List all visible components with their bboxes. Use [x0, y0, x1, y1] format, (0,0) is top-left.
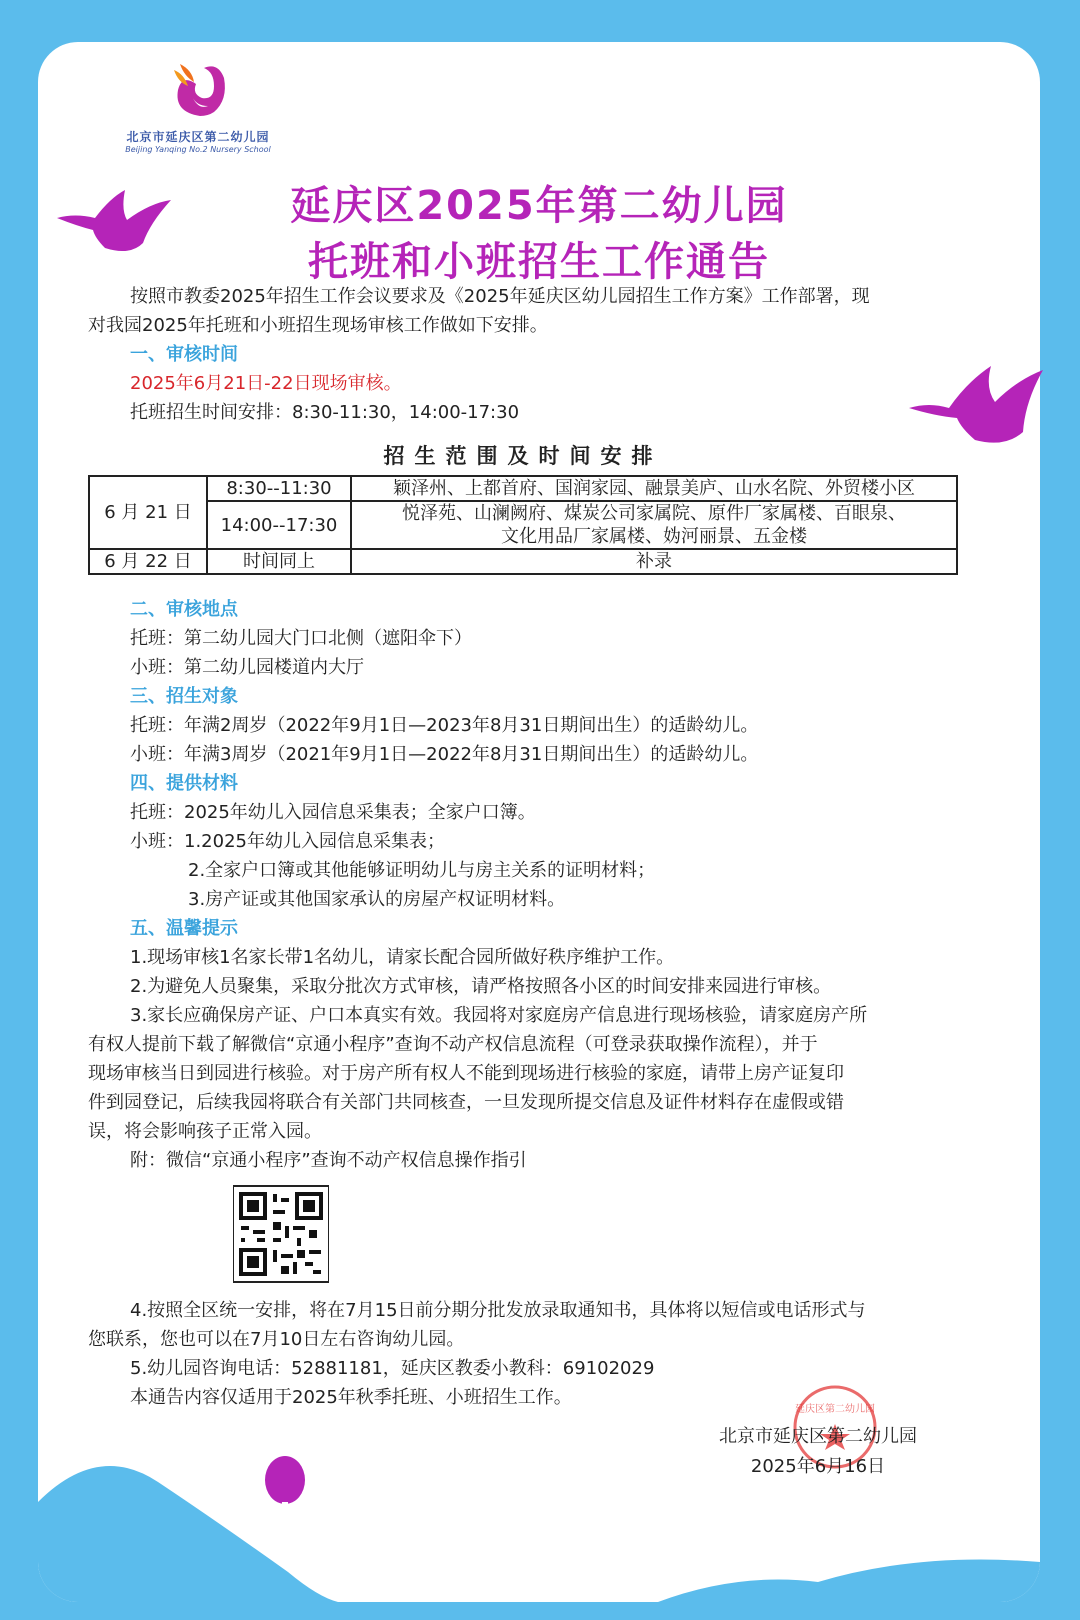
table-row	[89, 501, 957, 549]
target-nursery: 托班：年满2周岁（2022年9月1日—2023年8月31日期间出生）的适龄幼儿。	[130, 715, 759, 736]
right-bird-icon	[905, 362, 1045, 452]
day2-time-cell: 时间同上	[207, 549, 351, 574]
notice-card	[38, 42, 1040, 1602]
tip3-line1: 3.家长应确保房产证、户口本真实有效。我园将对家庭房产信息进行现场核验，请家庭房产所	[130, 1005, 868, 1026]
tip3-line3: 现场审核当日到园进行核验。对于房产所有权人不能到现场进行核验的家庭，请带上房产证复印	[88, 1063, 844, 1084]
logo-school-name-en: Beijing Yanqing No.2 Nursery School	[125, 145, 271, 154]
notice-body	[88, 282, 958, 1412]
table-row	[89, 476, 957, 501]
section2-heading: 二、审核地点	[130, 599, 238, 620]
section5-heading: 五、温馨提示	[130, 918, 238, 939]
tip4-line2: 您联系，您也可以在7月10日左右咨询幼儿园。	[88, 1329, 465, 1350]
review-date: 2025年6月21日-22日现场审核。	[130, 373, 402, 394]
day2-areas-cell: 补录	[351, 549, 957, 574]
slot2-areas-line1: 悦泽苑、山澜阙府、煤炭公司家属院、原件厂家属楼、百眼泉、	[402, 503, 906, 524]
tip3-line4: 件到园登记，后续我园将联合有关部门共同核查，一旦发现所提交信息及证件材料存在虚假或错	[88, 1092, 844, 1113]
school-logo	[108, 60, 288, 154]
tip1: 1.现场审核1名家长带1名幼儿，请家长配合园所做好秩序维护工作。	[130, 947, 675, 968]
tree-icon	[260, 1452, 310, 1542]
section3-heading: 三、招生对象	[130, 686, 238, 707]
signature-org: 北京市延庆区第二幼儿园	[719, 1426, 917, 1447]
slot2-areas-line2: 文化用品厂家属楼、妫河丽景、五金楼	[501, 526, 807, 547]
tip5: 5.幼儿园咨询电话：52881181，延庆区教委小教科：69102029	[130, 1358, 655, 1379]
notice-title-line2: 托班和小班招生工作通告	[308, 239, 770, 285]
signature-block	[688, 1422, 948, 1482]
table-title: 招生范围及时间安排	[383, 444, 663, 468]
logo-school-name-cn: 北京市延庆区第二幼儿园	[126, 130, 270, 144]
tip2: 2.为避免人员聚集，采取分批次方式审核，请严格按照各小区的时间安排来园进行审核。	[130, 976, 832, 997]
section4-heading: 四、提供材料	[130, 773, 238, 794]
section1-heading: 一、审核时间	[130, 344, 238, 365]
notice-title-line1: 延庆区2025年第二幼儿园	[290, 183, 788, 229]
nursery-schedule: 托班招生时间安排：8:30-11:30，14:00-17:30	[130, 402, 520, 423]
materials-nursery: 托班：2025年幼儿入园信息采集表；全家户口簿。	[130, 802, 536, 823]
slot2-areas-cell	[351, 501, 957, 549]
materials-small-class-2: 2.全家户口簿或其他能够证明幼儿与房主关系的证明材料；	[188, 860, 656, 881]
day1-cell: 6 月 21 日	[89, 476, 207, 549]
schedule-table	[88, 475, 958, 575]
table-row	[89, 549, 957, 574]
tip3-line5: 误，将会影响孩子正常入园。	[88, 1121, 322, 1142]
seal-text: 延庆区第二幼儿园	[795, 1404, 875, 1415]
qr-code-icon	[233, 1185, 329, 1283]
location-small-class: 小班：第二幼儿园楼道内大厅	[130, 657, 364, 678]
intro-line2: 对我园2025年托班和小班招生现场审核工作做如下安排。	[88, 315, 548, 336]
slot1-cell: 8:30--11:30	[207, 476, 351, 501]
applicability-note: 本通告内容仅适用于2025年秋季托班、小班招生工作。	[130, 1387, 572, 1408]
materials-small-class-1: 小班：1.2025年幼儿入园信息采集表；	[130, 831, 445, 852]
location-nursery: 托班：第二幼儿园大门口北侧（遮阳伞下）	[130, 628, 472, 649]
tip3-line2: 有权人提前下载了解微信“京通小程序”查询不动产权信息流程（可登录获取操作流程），并于	[88, 1034, 818, 1055]
tip4-line1: 4.按照全区统一安排，将在7月15日前分期分批发放录取通知书，具体将以短信或电话形式与	[130, 1300, 866, 1321]
slot1-areas-cell: 颖泽州、上都首府、国润家园、融景美庐、山水名院、外贸楼小区	[351, 476, 957, 501]
swan-logo-icon	[166, 60, 230, 122]
left-bird-icon	[55, 188, 175, 263]
day2-cell: 6 月 22 日	[89, 549, 207, 574]
target-small-class: 小班：年满3周岁（2021年9月1日—2022年8月31日期间出生）的适龄幼儿。	[130, 744, 759, 765]
signature-date: 2025年6月16日	[750, 1456, 886, 1477]
slot2-cell: 14:00--17:30	[207, 501, 351, 549]
intro-line1: 按照市教委2025年招生工作会议要求及《2025年延庆区幼儿园招生工作方案》工作部署，现	[130, 286, 870, 307]
materials-small-class-3: 3.房产证或其他国家承认的房屋产权证明材料。	[188, 889, 566, 910]
appendix-line: 附：微信“京通小程序”查询不动产权信息操作指引	[130, 1150, 527, 1171]
